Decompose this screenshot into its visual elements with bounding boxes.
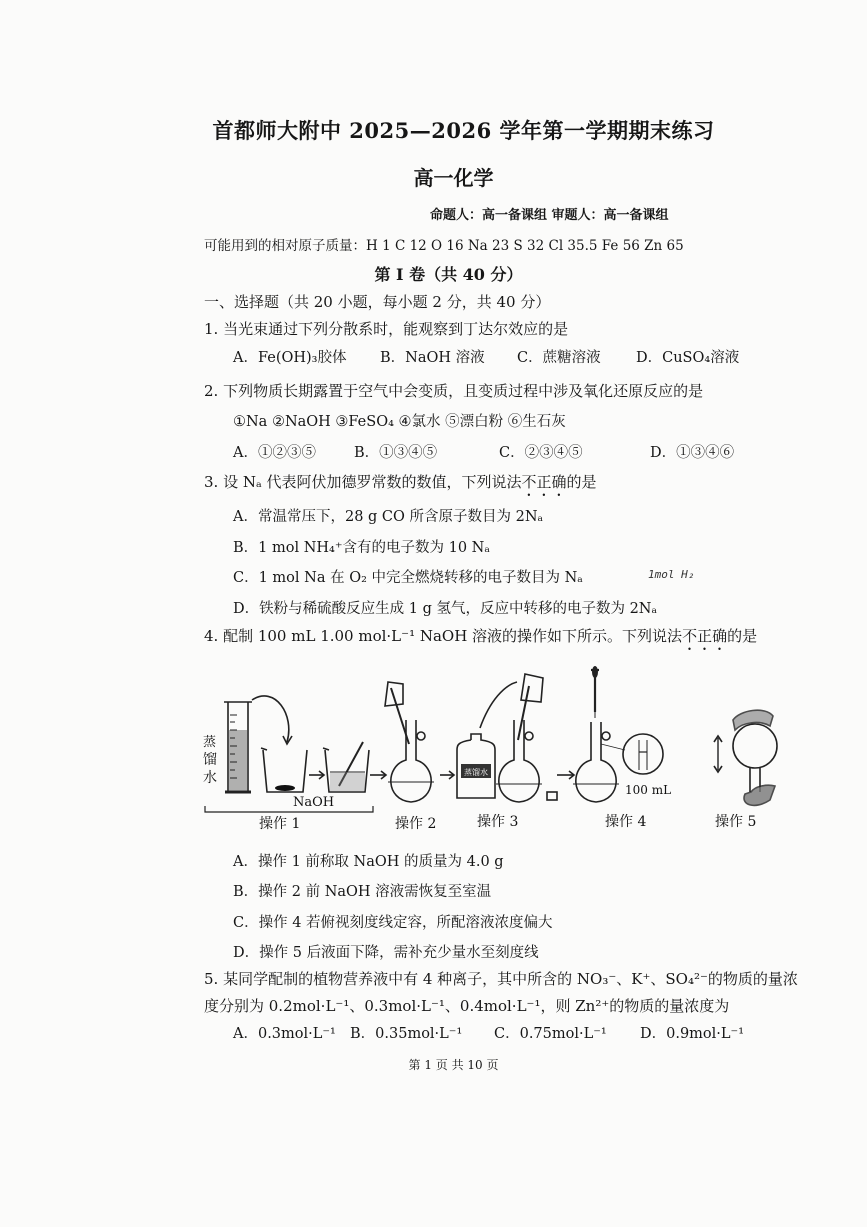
bottle-label: 蒸馏水	[464, 768, 488, 777]
question-5-stem-line2: 度分别为 0.2mol·L⁻¹、0.3mol·L⁻¹、0.4mol·L⁻¹，则 Zn²⁺的物质的量浓度为	[204, 997, 730, 1015]
q1-option-c: C．蔗糖溶液	[517, 350, 601, 366]
q2-option-d: D．①③④⑥	[650, 445, 735, 461]
atomic-masses-line: 可能用到的相对原子质量：H 1 C 12 O 16 Na 23 S 32 Cl 35.5 Fe 56 Zn 65	[204, 238, 684, 254]
step-5-label: 操作 5	[715, 814, 757, 830]
water-label-1: 蒸	[203, 735, 217, 750]
pour-arrow-1	[252, 696, 289, 742]
q5-option-c: C．0.75mol·L⁻¹	[494, 1026, 607, 1042]
solution-preparation-diagram	[195, 660, 795, 840]
beaker-naoh	[261, 748, 307, 792]
page-title: 首都师大附中 2025—2026 学年第一学期期末练习	[212, 118, 715, 143]
question-2-stem: 2. 下列物质长期露置于空气中会变质，且变质过程中涉及氧化还原反应的是	[204, 382, 704, 400]
authors-line: 命题人：高一备课组 审题人：高一备课组	[430, 208, 669, 223]
q5-option-a: A．0.3mol·L⁻¹	[233, 1026, 336, 1042]
beaker-stirring	[323, 742, 369, 792]
q5-option-b: B．0.35mol·L⁻¹	[350, 1026, 463, 1042]
q5-option-d: D．0.9mol·L⁻¹	[640, 1026, 745, 1042]
q2-option-a: A．①②③⑤	[233, 445, 316, 461]
q1-option-a: A．Fe(OH)₃胶体	[233, 350, 347, 366]
q3-option-d: D．铁粉与稀硫酸反应生成 1 g 氢气，反应中转移的电子数为 2Nₐ	[233, 601, 658, 617]
magnifier-circle	[623, 734, 663, 774]
q2-items: ①Na ②NaOH ③FeSO₄ ④氯水 ⑤漂白粉 ⑥生石灰	[233, 414, 566, 430]
page-footer: 第 1 页 共 10 页	[408, 1058, 499, 1072]
q4-option-c: C．操作 4 若俯视刻度线定容，所配溶液浓度偏大	[233, 915, 553, 931]
question-5-stem-line1: 5. 某同学配制的植物营养液中有 4 种离子，其中所含的 NO₃⁻、K⁺、SO₄²⁻的物质的量浓	[204, 970, 798, 988]
question-4-stem: 4. 配制 100 mL 1.00 mol·L⁻¹ NaOH 溶液的操作如下所示。下列说法不正确的是	[204, 627, 758, 645]
flask-rinse	[496, 674, 543, 802]
q3-option-b: B．1 mol NH₄⁺含有的电子数为 10 Nₐ	[233, 540, 490, 556]
step1-bracket	[205, 806, 373, 812]
water-label-2: 馏	[203, 752, 217, 768]
question-1-stem: 1. 当光束通过下列分散系时，能观察到丁达尔效应的是	[204, 320, 569, 338]
volume-title: 第 I 卷（共 40 分）	[374, 265, 523, 284]
q4-option-a: A．操作 1 前称取 NaOH 的质量为 4.0 g	[233, 854, 504, 870]
step-2-label: 操作 2	[395, 816, 437, 832]
handwritten-note: 1mol H₂	[648, 568, 695, 581]
q4-option-d: D．操作 5 后液面下降，需补充少量水至刻度线	[233, 945, 539, 961]
naoh-label: NaOH	[293, 795, 335, 810]
graduated-cylinder	[224, 702, 252, 792]
flask-volume-label: 100 mL	[625, 783, 672, 797]
q2-option-b: B．①③④⑤	[354, 445, 438, 461]
stopper	[547, 792, 557, 800]
flask-transfer	[385, 682, 434, 802]
wash-bottle	[457, 734, 495, 798]
q1-option-b: B．NaOH 溶液	[380, 350, 485, 366]
water-label-3: 水	[203, 770, 217, 786]
q2-option-c: C．②③④⑤	[499, 445, 583, 461]
q3-option-c: C．1 mol Na 在 O₂ 中完全燃烧转移的电子数目为 Nₐ	[233, 570, 583, 586]
q4-option-b: B．操作 2 前 NaOH 溶液需恢复至室温	[233, 884, 492, 900]
flask-dropper	[573, 666, 619, 802]
q1-option-d: D．CuSO₄溶液	[636, 350, 740, 366]
flask-inverting	[733, 710, 777, 805]
step-4-label: 操作 4	[605, 814, 647, 830]
q3-option-a: A．常温常压下，28 g CO 所含原子数目为 2Nₐ	[233, 509, 544, 525]
section-title: 一、选择题（共 20 小题，每小题 2 分，共 40 分）	[204, 293, 551, 311]
step-1-label: 操作 1	[259, 816, 301, 832]
question-3-stem: 3. 设 Nₐ 代表阿伏加德罗常数的数值，下列说法不正确的是	[204, 473, 597, 491]
step-3-label: 操作 3	[477, 814, 519, 830]
subject-title: 高一化学	[413, 166, 494, 190]
